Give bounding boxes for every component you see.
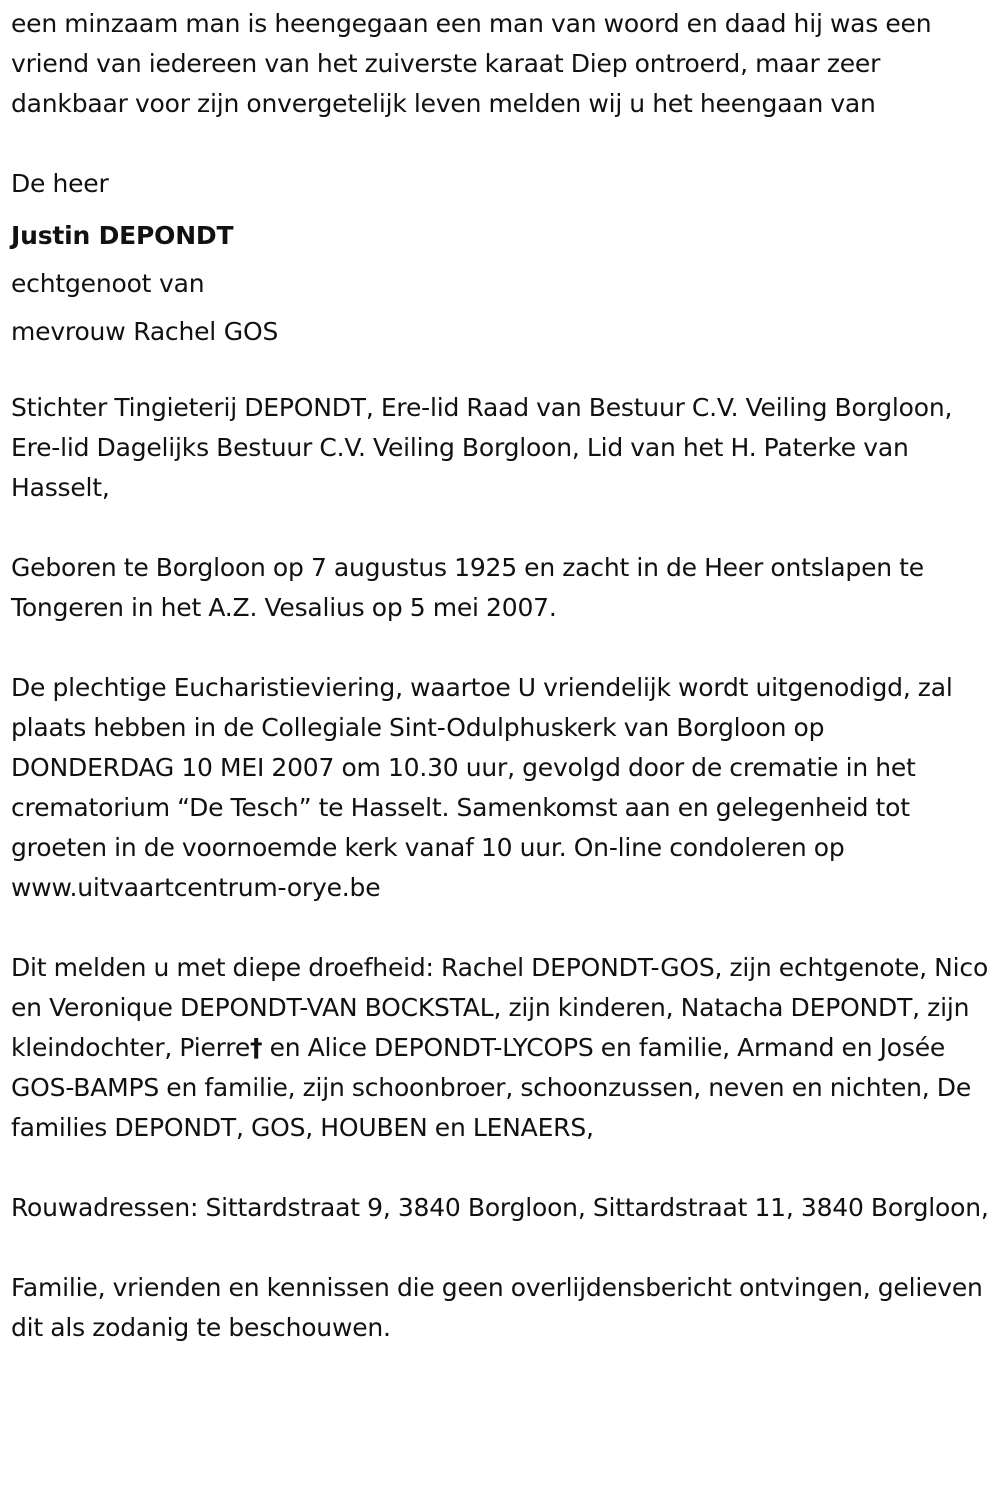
birth-death-paragraph: Geboren te Borgloon op 7 augustus 1925 en zacht in de Heer ontslapen te Tongeren in het A.Z. Vesalius op 5 mei 2007.: [11, 553, 924, 622]
spacer: [11, 628, 993, 668]
spouse-name: mevrouw Rachel GOS: [11, 317, 279, 346]
relation-line: echtgenoot van: [11, 269, 205, 298]
cross-icon: †: [250, 1033, 263, 1062]
titles-paragraph: Stichter Tingieterij DEPONDT, Ere-lid Raad van Bestuur C.V. Veiling Borgloon, Ere-lid Dagelijks Bestuur C.V. Veiling Borgloon, Lid van het H. Paterke van Hasselt,: [11, 393, 953, 502]
spacer: [11, 1148, 993, 1188]
closing-paragraph: Familie, vrienden en kennissen die geen overlijdensbericht ontvingen, gelieven dit als zodanig te beschouwen.: [11, 1273, 983, 1342]
spacer: [11, 1228, 993, 1268]
spacer: [11, 508, 993, 548]
intro-paragraph: een minzaam man is heengegaan een man van woord en daad hij was een vriend van iedereen van het zuiverste karaat Diep ontroerd, maar zeer dankbaar voor zijn onvergetelijk leven melden wij u het heengaan van: [11, 9, 932, 118]
salutation: De heer: [11, 169, 109, 198]
deceased-name: Justin DEPONDT: [11, 221, 234, 250]
service-paragraph: De plechtige Eucharistieviering, waartoe U vriendelijk wordt uitgenodigd, zal plaats hebben in de Collegiale Sint-Odulphuskerk van Borgloon op DONDERDAG 10 MEI 2007 om 10.30 uur, gevolgd door de crematie in het crematorium “De Tesch” te Hasselt. Samenkomst aan en gelegenheid tot groeten in de voornoemde kerk vanaf 10 uur. On-line condoleren op www.uitvaartcentrum-orye.be: [11, 673, 953, 902]
family-paragraph: [11, 948, 993, 1148]
family-text-end: en Alice DEPONDT-LYCOPS en familie, Armand en Josée GOS-BAMPS en familie, zijn schoonbroer, schoonzussen, neven en nichten, De families DEPONDT, GOS, HOUBEN en LENAERS,: [11, 1033, 972, 1142]
spacer: [11, 356, 993, 388]
spacer: [11, 908, 993, 948]
obituary-page: [11, 4, 993, 1348]
addresses-paragraph: Rouwadressen: Sittardstraat 9, 3840 Borgloon, Sittardstraat 11, 3840 Borgloon,: [11, 1193, 989, 1222]
spacer: [11, 124, 993, 164]
family-text-start: Dit melden u met diepe droefheid: Rachel DEPONDT-GOS, zijn echtgenote, Nico en Veronique DEPONDT-VAN BOCKSTAL, zijn kinderen, Natacha DEPONDT, zijn kleindochter, Pierre: [11, 953, 989, 1062]
